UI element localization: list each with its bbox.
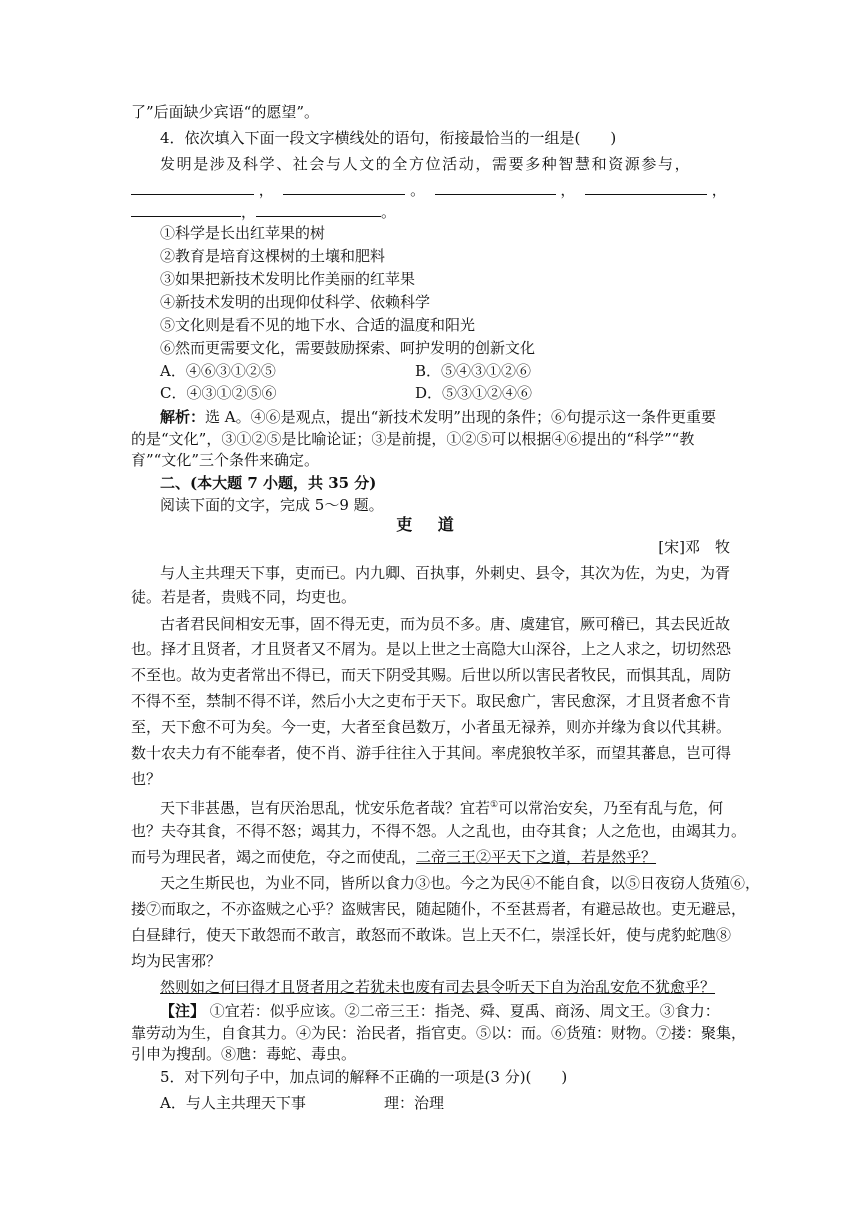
blank	[131, 202, 241, 217]
blank	[283, 180, 405, 195]
section-heading: 二、(本大题 7 小题，共 35 分)	[160, 474, 377, 492]
question-4-passage: 发明是涉及科学、社会与人文的全方位活动，需要多种智慧和资源参与，	[160, 155, 692, 173]
choice-5: ⑤文化则是看不见的地下水、合适的温度和阳光	[160, 316, 476, 334]
note-line-2: 靠劳动为生，自食其力。④为民：治民者，指官吏。⑤以：而。⑥货殖：财物。⑦搂：聚集，	[131, 1024, 747, 1042]
question-5-option-a	[160, 1092, 760, 1114]
option-a: A．④⑥③①②⑤	[160, 362, 276, 380]
passage-line: 也？	[131, 770, 162, 788]
blank-row-2: ， 。	[131, 201, 731, 223]
passage-text: 而号为理民者，竭之而使危，夺之而使乱，	[131, 848, 417, 866]
analysis-text: 选 A。④⑥是观点，提出“新技术发明”出现的条件；⑥句提示这一条件更重要	[205, 408, 716, 426]
blank-row-1: ， 。 ， ，	[131, 179, 731, 201]
passage-line: 不得不至，禁制不得不详，然后小大之吏布于天下。取民愈广，害民愈深，才且贤者愈不肯	[131, 692, 732, 710]
note-line-1	[160, 1000, 760, 1022]
passage-line: 不至也。故为吏者常出不得已，而天下阴受其赐。后世以所以害民者牧民，而惧其乱，周防	[131, 666, 732, 684]
blank	[585, 180, 707, 195]
passage-line: 天之生斯民也，为业不同，皆所以食力③也。今之为民④不能自食，以⑤日夜窃人货殖⑥，	[160, 874, 761, 892]
analysis-line-3: 育”“文化”三个条件来确定。	[131, 451, 320, 469]
text-line: 了”后面缺少宾语“的愿望”。	[131, 103, 320, 121]
passage-line: 与人主共理天下事，吏而已。内九卿、百执事，外刺史、县令，其次为佐，为史，为胥	[160, 564, 731, 582]
option-a-explanation: 理：治理	[384, 1094, 445, 1112]
passage-text: 天下非甚愚，岂有厌治思乱，忧安乐危者哉？宜若	[160, 799, 491, 817]
option-b: B．⑤④③①②⑥	[415, 362, 532, 380]
passage-line: 徒。若是者，贵贱不同，均吏也。	[131, 588, 357, 606]
choice-2: ②教育是培育这棵树的土壤和肥料	[160, 247, 386, 265]
option-c: C．④③①②⑤⑥	[160, 384, 277, 402]
passage-line: 天下非甚愚，岂有厌治思乱，忧安乐危者哉？宜若①可以常治安矣，乃至有乱与危，何	[160, 799, 724, 817]
passage-line: 也？夫夺其食，不得不怒；竭其力，不得不怨。人之乱也，由夺其食；人之危也，由竭其力。	[131, 822, 747, 840]
choice-3: ③如果把新技术发明比作美丽的红苹果	[160, 270, 416, 288]
blank	[256, 202, 381, 217]
passage-line: 均为民害邪？	[131, 952, 222, 970]
passage-line: 也。择才且贤者，才且贤者又不屑为。是以上世之士高隐大山深谷，上之人求之，切切然恐	[131, 640, 732, 658]
blank	[131, 180, 254, 195]
option-d: D．⑤③①②④⑥	[415, 384, 533, 402]
choice-1: ①科学是长出红苹果的树	[160, 224, 326, 242]
underlined-sentence: 二帝三王②平天下之道，若是然乎？	[416, 848, 657, 866]
choice-6: ⑥然而更需要文化，需要鼓励探索、呵护发明的创新文化	[160, 339, 536, 357]
underlined-passage-line: 然则如之何曰得才且贤者用之若犹未也废有司去县令听天下自为治乱安危不犹愈乎？	[160, 978, 716, 996]
passage-line: 白昼肆行，使天下敢怨而不敢言，敢怒而不敢诛。岂上天不仁，崇淫长奸，使与虎豹蛇虺⑧	[131, 926, 732, 944]
question-4: 4．依次填入下面一段文字横线处的语句，衔接最恰当的一组是( )	[160, 129, 617, 147]
passage-text: 可以常治安矣，乃至有乱与危，何	[498, 799, 724, 817]
reading-instruction: 阅读下面的文字，完成 5～9 题。	[160, 496, 384, 514]
passage-line: 古者君民间相安无事，固不得无吏，而为员不多。唐、虞建官，厥可稽已，其去民近故	[160, 615, 731, 633]
question-5: 5．对下列句子中，加点词的解释不正确的一项是(3 分)( )	[160, 1068, 568, 1086]
note-line-3: 引申为搜刮。⑧虺：毒蛇、毒虫。	[131, 1045, 357, 1063]
note-text: ①宜若：似乎应该。②二帝三王：指尧、舜、夏禹、商汤、周文王。③食力：	[209, 1002, 720, 1020]
passage-line: 搂⑦而取之，不亦盗贼之心乎？盗贼害民，随起随仆，不至甚焉者，有避忌故也。吏无避忌，	[131, 900, 747, 918]
analysis-label: 解析：	[160, 408, 206, 426]
analysis-line-2: 的是“文化”，③①②⑤是比喻论证；③是前提，①②⑤可以根据④⑥提出的“科学”“教	[131, 430, 695, 448]
passage-line	[131, 846, 731, 868]
option-a-sentence: A．与人主共理天下事	[160, 1094, 306, 1112]
note-label: 【注】	[160, 1002, 206, 1020]
passage-line: 至，天下愈不可为矣。今一吏，大者至食邑数万，小者虽无禄养，则亦并缘为食以代其耕。	[131, 718, 732, 736]
passage-author: [宋]邓 牧	[658, 538, 730, 556]
blank	[435, 180, 556, 195]
passage-title: 吏 道	[396, 515, 464, 534]
choice-4: ④新技术发明的出现仰仗科学、依赖科学	[160, 293, 431, 311]
analysis-line-1	[160, 406, 760, 428]
passage-line: 数十农夫力有不能奉者，使不肖、游手往往入于其间。率虎狼牧羊豕，而望其蕃息，岂可得	[131, 744, 732, 762]
